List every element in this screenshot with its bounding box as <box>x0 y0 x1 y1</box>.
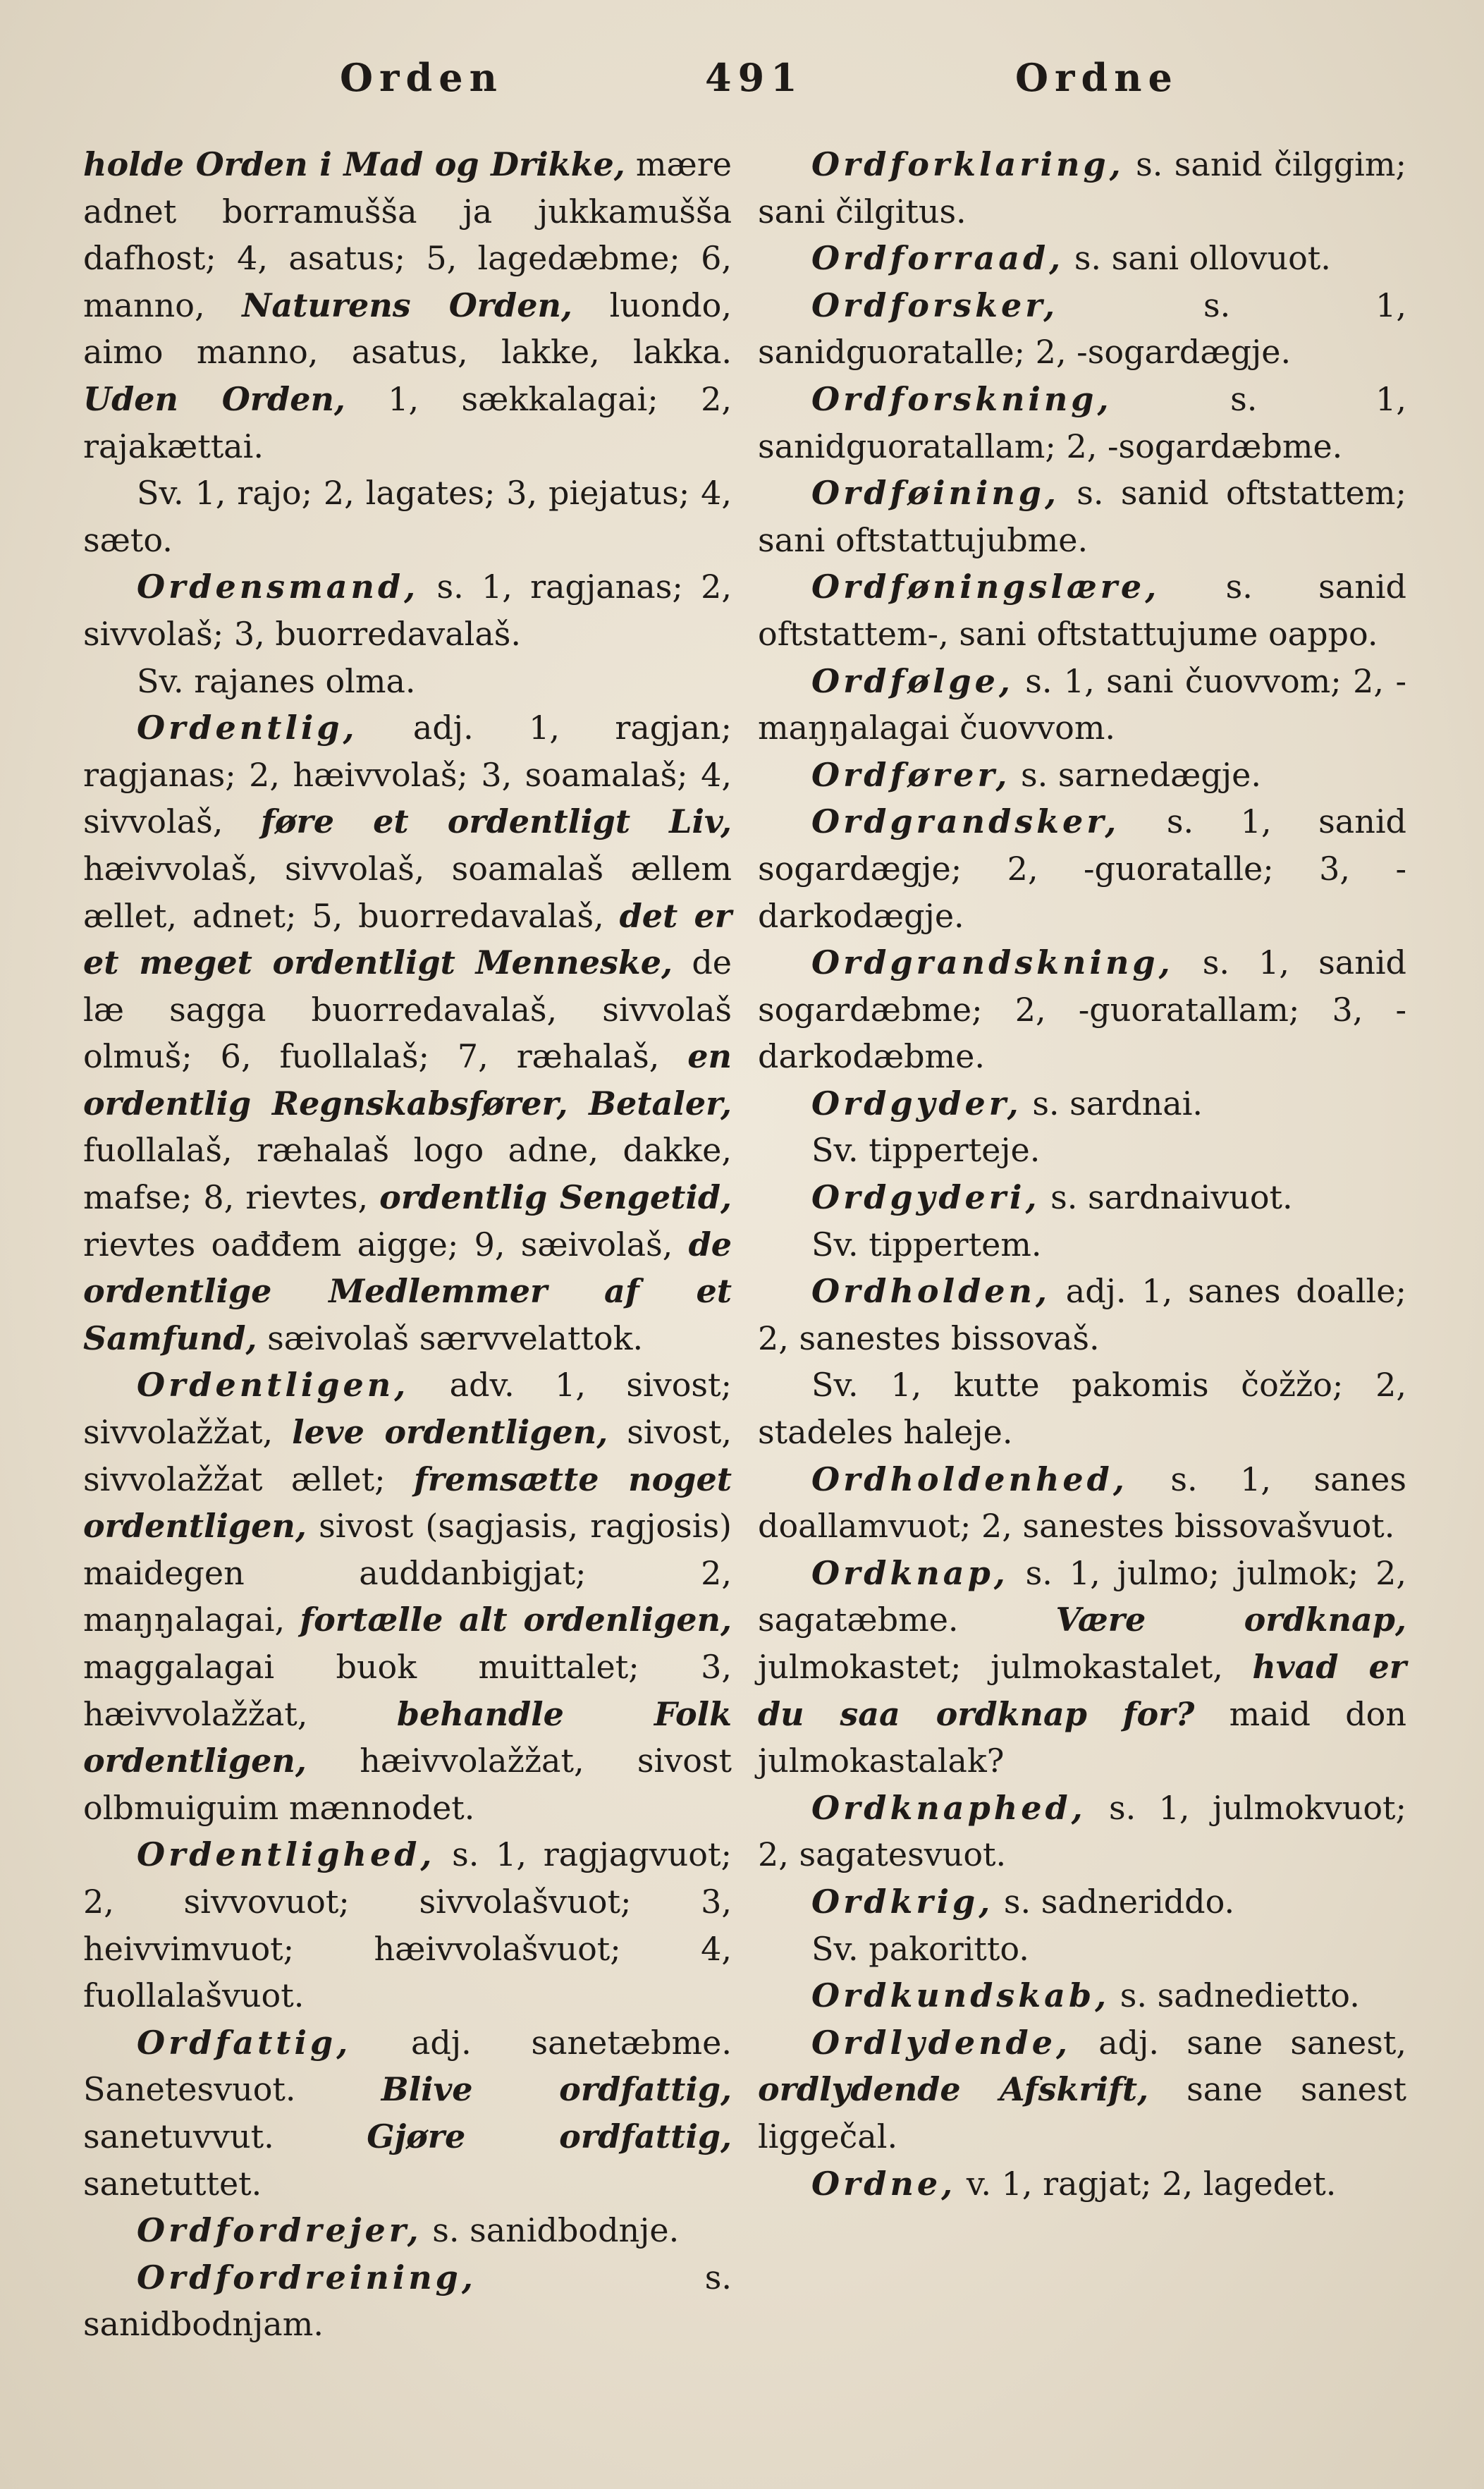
headword: Ordfølge, <box>811 661 1014 700</box>
dictionary-entry <box>758 1268 1406 1362</box>
dictionary-entry <box>758 1174 1406 1221</box>
headword: Ordholden, <box>811 1272 1050 1311</box>
headword: Ordføining, <box>811 474 1060 513</box>
definition-text: s. 1, julmokvuot; 2, sagatesvuot. <box>758 1788 1406 1874</box>
headword: Ordfattig, <box>137 2023 352 2062</box>
definition-text: adj. 1, ragjan; ragjanas; 2, hæivvolaš; 3, soamalaš; 4, sivvolaš, <box>83 709 732 841</box>
dictionary-entry <box>758 2019 1406 2160</box>
definition-text: hæivvolaš, sivvolaš, soamalaš ællem ællet, adnet; 5, buorredavalaš, <box>83 849 732 935</box>
dictionary-entry <box>83 658 732 705</box>
definition-text: s. 1, julmo; julmok; 2, sagatæbme. <box>758 1553 1406 1639</box>
dictionary-entry <box>83 2207 732 2254</box>
dictionary-entry <box>83 1362 732 1831</box>
headword: Ordne, <box>811 2164 957 2203</box>
headword: Ordholdenhed, <box>811 1460 1128 1498</box>
definition-text: s. sardnai. <box>1022 1084 1203 1123</box>
example-phrase: ordentlig Sengetid, <box>379 1178 732 1217</box>
example-phrase: Være ordknap, <box>1055 1601 1406 1639</box>
definition-text: s. 1, sanidguoratallam; 2, -sogardæbme. <box>758 379 1406 465</box>
example-phrase: det er et meget ordentligt Menneske, <box>83 896 732 982</box>
definition-text: luondo, aimo manno, asatus, lakke, lakka. <box>83 286 732 372</box>
example-phrase: en ordentlig Regnskabsfører, Betaler, <box>83 1037 732 1123</box>
definition-text: s. 1, ragjanas; 2, sivvolaš; 3, buorredavalaš. <box>83 568 732 653</box>
headword: Ordlydende, <box>811 2023 1071 2062</box>
example-phrase: ordlydende Afskrift, <box>758 2070 1149 2109</box>
right-column <box>758 141 1406 2207</box>
dictionary-entry <box>758 1127 1406 1174</box>
headword: Ordensmand, <box>137 568 419 606</box>
dictionary-entry <box>83 2019 732 2207</box>
headword: Ordentligen, <box>137 1366 410 1405</box>
definition-text: adj. 1, sanes doalle; 2, sanestes bissovaš. <box>758 1272 1406 1357</box>
definition-text: mære adnet borramušša ja jukkamušša dafhost; 4, asatus; 5, lagedæbme; 6, manno, <box>83 145 732 324</box>
definition-text: s. 1, sanes doallamvuot; 2, sanestes bissovašvuot. <box>758 1460 1406 1546</box>
definition-text: s. sardnaivuot. <box>1040 1178 1293 1217</box>
running-head-right: Ordne <box>1015 55 1179 100</box>
example-phrase: Uden Orden, <box>83 379 345 418</box>
definition-text: julmokastet; julmokastalet, <box>758 1648 1253 1686</box>
example-phrase: føre et ordentligt Liv, <box>261 802 732 841</box>
headword: Ordforskning, <box>811 379 1112 418</box>
example-phrase: Gjøre ordfattig, <box>367 2117 732 2155</box>
dictionary-entry <box>758 376 1406 470</box>
headword: Ordforklaring, <box>811 145 1124 183</box>
headword: Ordfører, <box>811 755 1011 794</box>
left-column <box>83 141 732 2348</box>
definition-text: sivost, sivvolažžat ællet; <box>83 1413 732 1498</box>
definition-text: sanetuvvut. <box>83 2117 367 2155</box>
dictionary-entry <box>758 235 1406 282</box>
definition-text: s. sanidbodnjam. <box>83 2258 732 2344</box>
definition-text: adv. 1, sivost; sivvolažžat, <box>83 1366 732 1452</box>
headword: Ordforsker, <box>811 286 1059 324</box>
dictionary-entry <box>758 470 1406 563</box>
dictionary-entry <box>758 1362 1406 1455</box>
definition-text: Sv. 1, rajo; 2, lagates; 3, piejatus; 4, sæto. <box>83 474 732 559</box>
dictionary-entry <box>83 141 732 470</box>
definition-text: s. sanid oftstattem-, sani oftstattujume oappo. <box>758 568 1406 653</box>
definition-text: s. sani ollovuot. <box>1064 239 1331 278</box>
dictionary-entry <box>83 704 732 1362</box>
dictionary-entry <box>758 798 1406 939</box>
example-phrase: de ordentlige Medlemmer af et Samfund, <box>83 1225 732 1357</box>
headword: Ordfordreining, <box>137 2258 477 2297</box>
dictionary-entry <box>83 470 732 563</box>
headword: Ordforraad, <box>811 239 1065 278</box>
definition-text: maid don julmokastalak? <box>758 1694 1406 1780</box>
dictionary-entry <box>758 141 1406 235</box>
definition-text: s. 1, sanid sogardægje; 2, -guoratalle; 3, -darkodægje. <box>758 802 1406 935</box>
example-phrase: hvad er du saa ordknap for? <box>758 1648 1406 1733</box>
example-phrase: holde Orden i Mad og Drikke, <box>83 145 625 183</box>
example-phrase: Naturens Orden, <box>242 286 572 324</box>
definition-text: sanetuttet. <box>83 2164 262 2203</box>
definition-text: adj. sanetæbme. Sanetesvuot. <box>83 2023 732 2109</box>
headword: Ordentlighed, <box>137 1835 436 1874</box>
example-phrase: fremsætte noget ordentligen, <box>83 1460 732 1546</box>
dictionary-entry <box>758 282 1406 376</box>
headword: Ordkundskab, <box>811 1976 1110 2015</box>
headword: Ordentlig, <box>137 709 358 747</box>
dictionary-entry <box>758 2160 1406 2208</box>
dictionary-entry <box>758 658 1406 752</box>
dictionary-entry <box>758 939 1406 1080</box>
headword: Ordknap, <box>811 1553 1009 1592</box>
definition-text: Sv. pakoritto. <box>811 1929 1029 1968</box>
dictionary-entry <box>83 563 732 657</box>
definition-text: s. sanidbodnje. <box>422 2211 680 2250</box>
definition-text: de læ sagga buorredavalaš, sivvolaš olmuš; 6, fuollalaš; 7, ræhalaš, <box>83 943 732 1076</box>
example-phrase: behandle Folk ordentligen, <box>83 1694 732 1780</box>
definition-text: 1, sækkalagai; 2, rajakættai. <box>83 379 732 465</box>
definition-text: maggalagai buok muittalet; 3, hæivvolažžat, <box>83 1648 732 1733</box>
example-phrase: fortælle alt ordenligen, <box>300 1601 732 1639</box>
page-header <box>0 55 1484 118</box>
definition-text: rievtes oađđem aigge; 9, sæivolaš, <box>83 1225 689 1264</box>
definition-text: Sv. rajanes olma. <box>137 661 416 700</box>
definition-text: Sv. tipperteje. <box>811 1131 1041 1170</box>
definition-text: v. 1, ragjat; 2, lagedet. <box>956 2164 1337 2203</box>
definition-text: fuollalaš, ræhalaš logo adne, dakke, mafse; 8, rievtes, <box>83 1131 732 1217</box>
headword: Ordkrig, <box>811 1882 994 1921</box>
definition-text: hæivvolažžat, sivost olbmuiguim mænnodet. <box>83 1742 732 1827</box>
definition-text: s. 1, ragjagvuot; 2, sivvovuot; sivvolašvuot; 3, heivvimvuot; hæivvolašvuot; 4, fuollalašvuot. <box>83 1835 732 2015</box>
headword: Ordgyderi, <box>811 1178 1041 1217</box>
example-phrase: leve ordentligen, <box>292 1413 608 1452</box>
definition-text: Sv. 1, kutte pakomis čožžo; 2, stadeles haleje. <box>758 1366 1406 1452</box>
definition-text: s. sarnedægje. <box>1010 755 1261 794</box>
definition-text: Sv. tippertem. <box>811 1225 1042 1264</box>
definition-text: s. sanid oftstattem; sani oftstattujubme. <box>758 474 1406 559</box>
definition-text: s. 1, sanidguoratalle; 2, -sogardægje. <box>758 286 1406 372</box>
definition-text: sivost (sagjasis, ragjosis) maidegen auddanbigjat; 2, maŋŋalagai, <box>83 1507 732 1639</box>
dictionary-entry <box>83 2254 732 2348</box>
headword: Ordgrandskning, <box>811 943 1174 982</box>
dictionary-entry <box>758 1785 1406 1878</box>
definition-text: adj. sane sanest, <box>1071 2023 1406 2062</box>
headword: Ordknaphed, <box>811 1788 1086 1827</box>
definition-text: sane sanest liggečal. <box>758 2070 1406 2155</box>
dictionary-entry <box>758 563 1406 657</box>
dictionary-entry <box>758 1972 1406 2019</box>
dictionary-entry <box>758 1221 1406 1268</box>
definition-text: s. 1, sanid sogardæbme; 2, -guoratallam; 3, -darkodæbme. <box>758 943 1406 1076</box>
page-number: 491 <box>705 55 804 100</box>
running-head-left: Orden <box>340 55 503 100</box>
definition-text: s. sadnedietto. <box>1110 1976 1360 2015</box>
example-phrase: Blive ordfattig, <box>381 2070 732 2109</box>
definition-text: s. 1, sani čuovvom; 2, -maŋŋalagai čuovvom. <box>758 661 1406 747</box>
definition-text: s. sanid čilggim; sani čilgitus. <box>758 145 1406 231</box>
definition-text: sæivolaš særvvelattok. <box>257 1319 644 1357</box>
dictionary-entry <box>758 1878 1406 1926</box>
dictionary-entry <box>758 1080 1406 1127</box>
dictionary-entry <box>758 752 1406 799</box>
headword: Ordføningslære, <box>811 568 1160 606</box>
definition-text: s. sadneriddo. <box>993 1882 1235 1921</box>
dictionary-entry <box>758 1456 1406 1550</box>
dictionary-entry <box>758 1926 1406 1973</box>
headword: Ordgyder, <box>811 1084 1022 1123</box>
dictionary-entry <box>758 1550 1406 1785</box>
dictionary-entry <box>83 1831 732 2019</box>
headword: Ordgrandsker, <box>811 802 1120 841</box>
headword: Ordfordrejer, <box>137 2211 422 2250</box>
